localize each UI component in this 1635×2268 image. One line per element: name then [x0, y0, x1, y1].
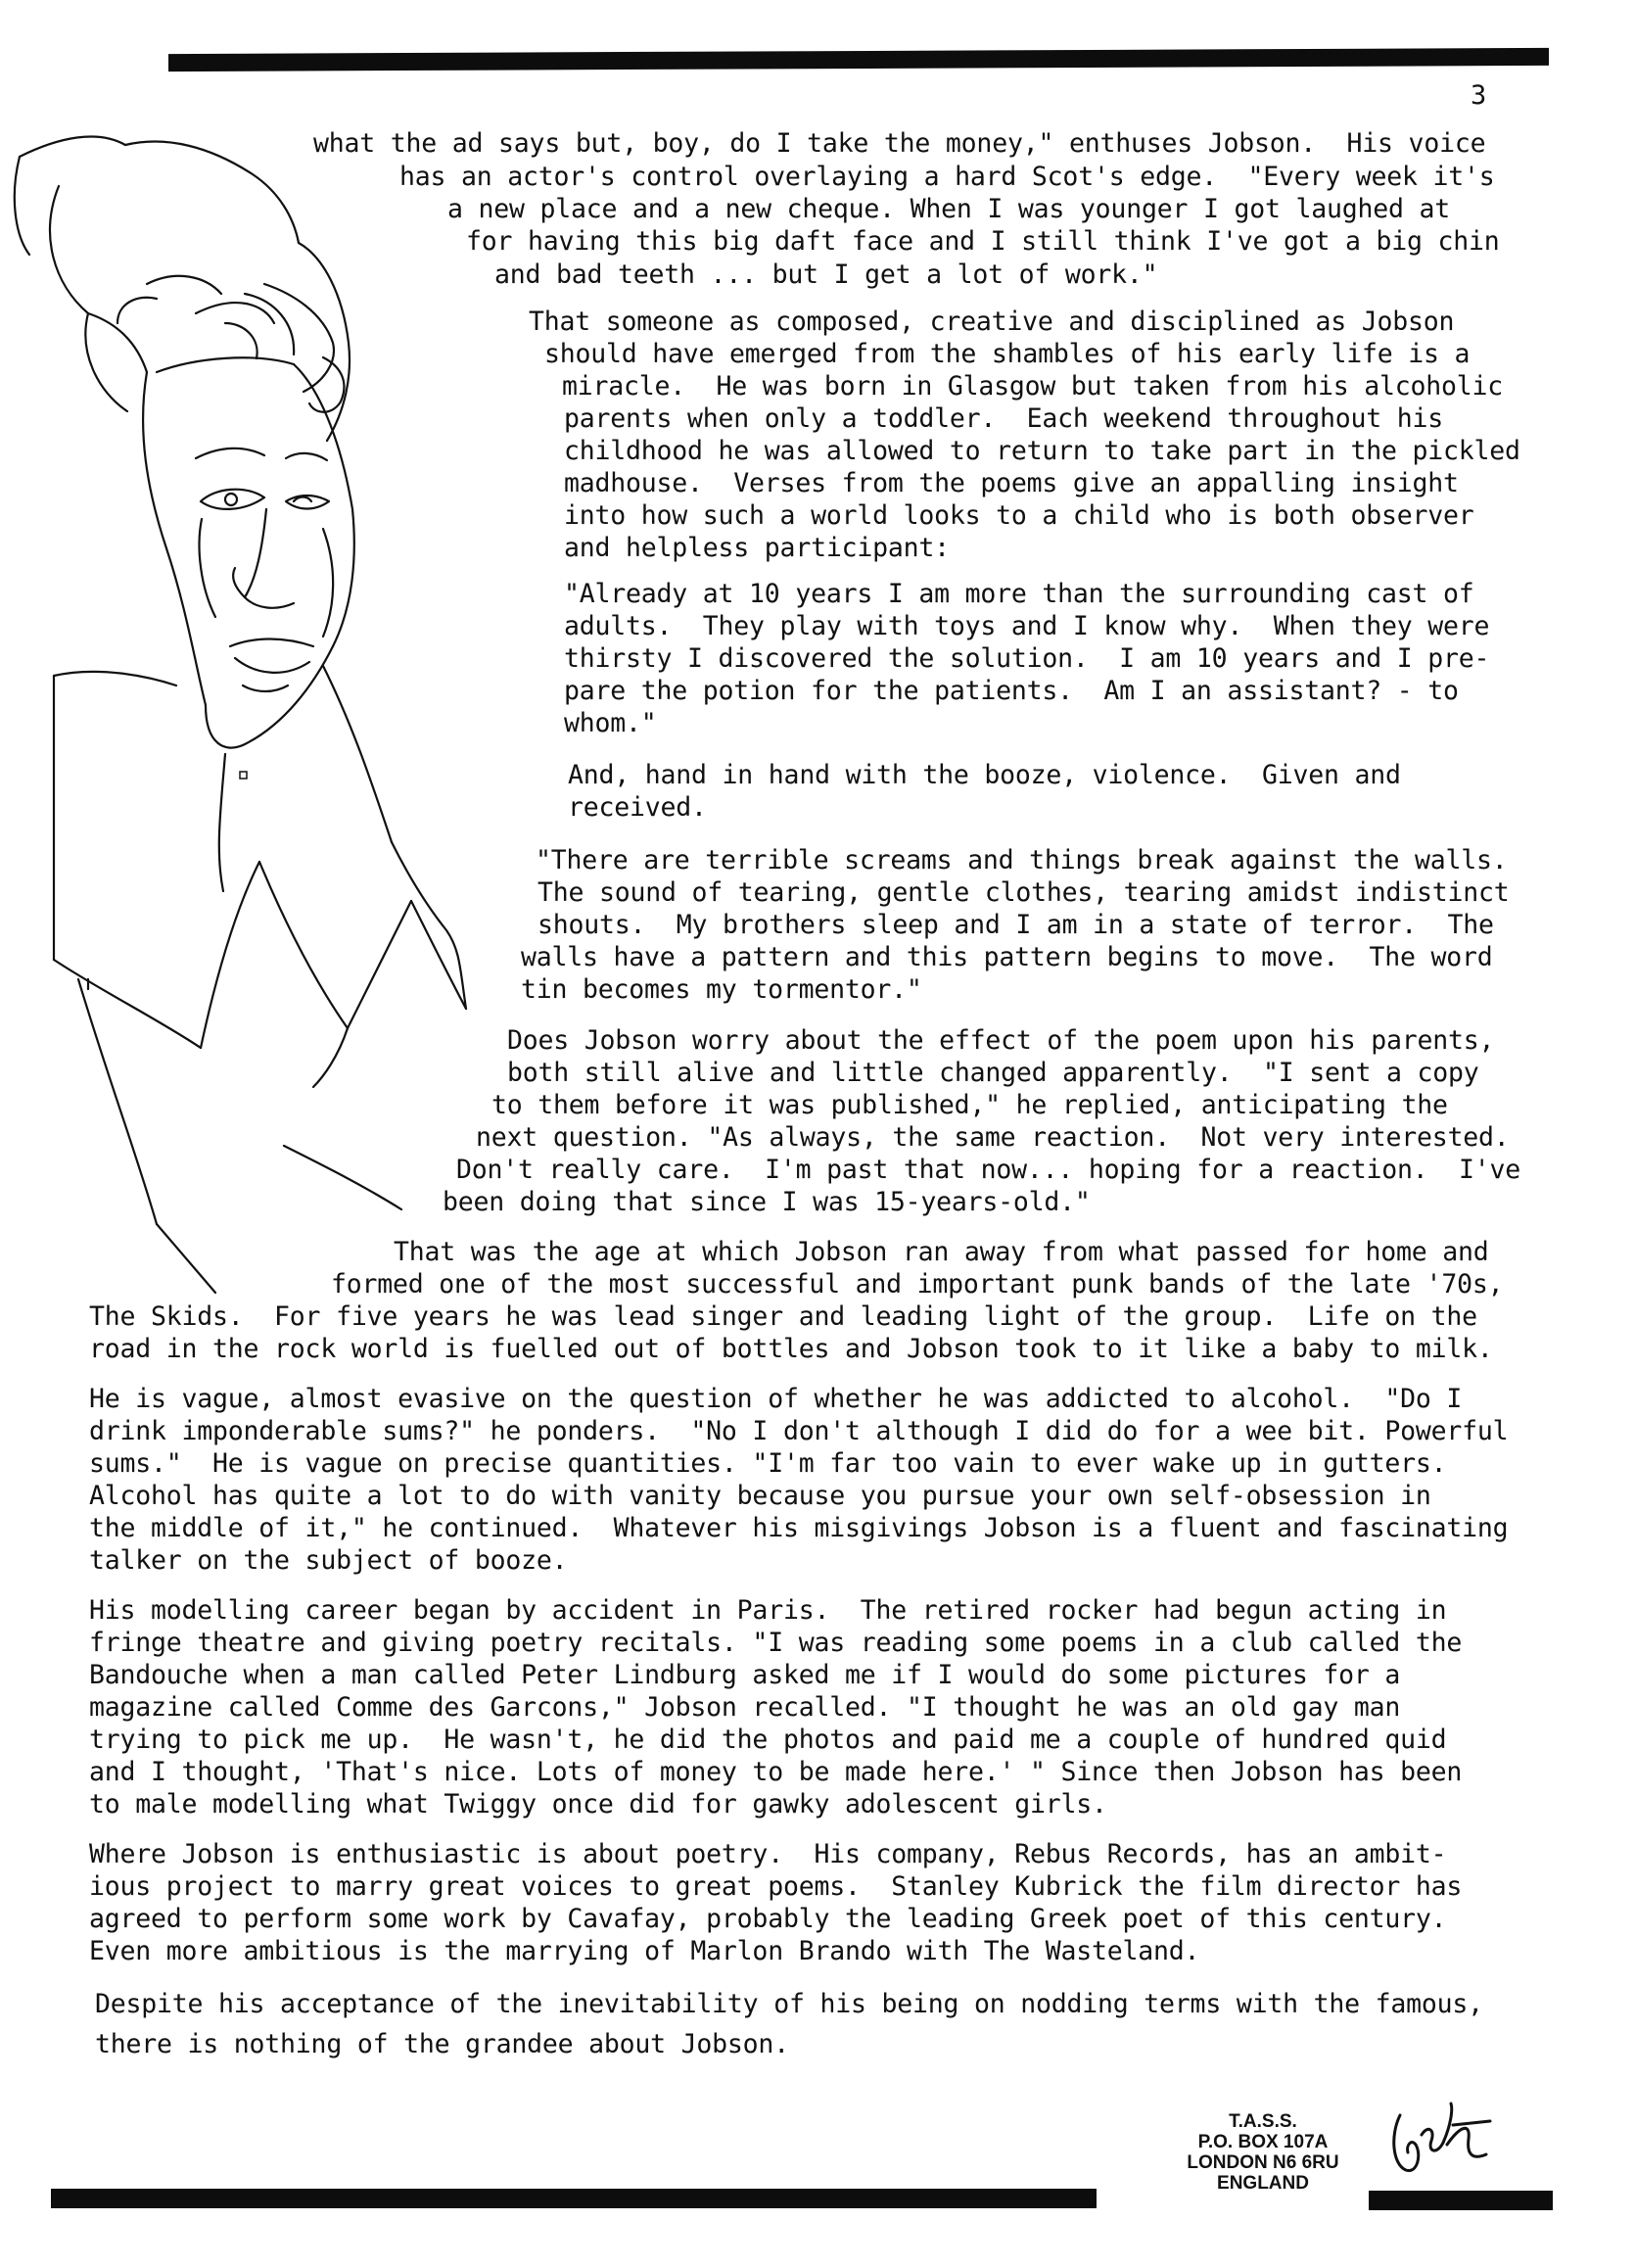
text-line: He is vague, almost evasive on the question of whether he was addicted to alcohol. "Do I [89, 1384, 1463, 1414]
bottom-bar-right [1369, 2191, 1553, 2210]
text-line: agreed to perform some work by Cavafay, probably the leading Greek poet of this century. [89, 1904, 1447, 1934]
text-line: been doing that since I was 15-years-old." [443, 1187, 1091, 1217]
text-line: and helpless participant: [564, 533, 950, 563]
text-line: The Skids. For five years he was lead singer and leading light of the group. Life on the [89, 1301, 1477, 1332]
text-line: next question. "As always, the same reaction. Not very interested. [476, 1122, 1510, 1153]
text-line: ious project to marry great voices to great poems. Stanley Kubrick the film director has [89, 1871, 1463, 1902]
text-line: received. [568, 792, 707, 823]
bottom-bar-left [51, 2189, 1097, 2208]
text-line: shouts. My brothers sleep and I am in a state of terror. The [537, 910, 1494, 940]
text-line: what the ad says but, boy, do I take the money," enthuses Jobson. His voice [313, 128, 1486, 159]
text-line: childhood he was allowed to return to take part in the pickled [564, 436, 1520, 466]
text-line: pare the potion for the patients. Am I an assistant? - to [564, 676, 1459, 706]
text-line: walls have a pattern and this pattern begins to move. The word [521, 942, 1493, 972]
text-line: Bandouche when a man called Peter Lindburg asked me if I would do some pictures for a [89, 1660, 1401, 1690]
text-line: "There are terrible screams and things break against the walls. [536, 845, 1508, 875]
address-country: ENGLAND [1217, 2173, 1309, 2194]
mailing-address [1145, 2111, 1380, 2194]
text-line: Where Jobson is enthusiastic is about poetry. His company, Rebus Records, has an ambit- [89, 1839, 1447, 1869]
text-line: thirsty I discovered the solution. I am 10 years and I pre- [564, 643, 1490, 674]
text-line: into how such a world looks to a child who is both observer [564, 500, 1474, 531]
text-line: both still alive and little changed apparently. "I sent a copy [507, 1058, 1479, 1088]
text-line: "Already at 10 years I am more than the surrounding cast of [564, 579, 1474, 609]
text-line: sums." He is vague on precise quantities. "I'm far too vain to ever wake up in gutters. [89, 1448, 1447, 1479]
text-line: miracle. He was born in Glasgow but taken from his alcoholic [562, 371, 1504, 402]
text-line: the middle of it," he continued. Whatever his misgivings Jobson is a fluent and fascinating [89, 1513, 1509, 1543]
page-number: 3 [1471, 80, 1487, 111]
text-line: The sound of tearing, gentle clothes, tearing amidst indistinct [537, 877, 1510, 908]
text-line: road in the rock world is fuelled out of bottles and Jobson took to it like a baby to milk. [89, 1334, 1493, 1364]
text-line: formed one of the most successful and important punk bands of the late '70s, [331, 1269, 1504, 1299]
text-line: whom." [564, 708, 657, 738]
text-line: That was the age at which Jobson ran away from what passed for home and [394, 1237, 1489, 1267]
text-line: has an actor's control overlaying a hard Scot's edge. "Every week it's [399, 162, 1495, 192]
text-line: and I thought, 'That's nice. Lots of money to be made here.' " Since then Jobson has been [89, 1757, 1463, 1787]
text-line: and bad teeth ... but I get a lot of work." [494, 260, 1158, 290]
text-line: Does Jobson worry about the effect of the poem upon his parents, [507, 1025, 1495, 1056]
text-line: Alcohol has quite a lot to do with vanity because you pursue your own self-obsession in [89, 1481, 1431, 1511]
text-line: there is nothing of the grandee about Jobson. [95, 2029, 789, 2059]
address-org: T.A.S.S. [1229, 2111, 1297, 2132]
text-line: And, hand in hand with the booze, violence. Given and [568, 760, 1401, 790]
text-line: adults. They play with toys and I know why. When they were [564, 611, 1490, 641]
text-line: for having this big daft face and I still think I've got a big chin [466, 226, 1500, 257]
text-line: fringe theatre and giving poetry recitals. "I was reading some poems in a club called the [89, 1628, 1463, 1658]
text-line: to male modelling what Twiggy once did for gawky adolescent girls. [89, 1789, 1107, 1819]
text-line: Even more ambitious is the marrying of Marlon Brando with The Wasteland. [89, 1936, 1200, 1966]
text-line: madhouse. Verses from the poems give an appalling insight [564, 468, 1459, 498]
text-line: Despite his acceptance of the inevitability of his being on nodding terms with the famous, [95, 1989, 1483, 2019]
address-city: LONDON N6 6RU [1187, 2152, 1339, 2173]
signature-icon [1382, 2096, 1500, 2194]
text-line: tin becomes my tormentor." [521, 974, 922, 1005]
text-line: talker on the subject of booze. [89, 1545, 568, 1576]
text-line: parents when only a toddler. Each weekend throughout his [564, 403, 1443, 434]
address-box: P.O. BOX 107A [1197, 2132, 1329, 2152]
text-line: to them before it was published," he replied, anticipating the [491, 1090, 1448, 1120]
text-line: His modelling career began by accident in Paris. The retired rocker had begun acting in [89, 1595, 1447, 1626]
text-line: drink imponderable sums?" he ponders. "No I don't although I did do for a wee bit. Powerful [89, 1416, 1509, 1446]
text-line: a new place and a new cheque. When I was younger I got laughed at [447, 194, 1451, 224]
text-line: should have emerged from the shambles of his early life is a [544, 339, 1471, 369]
text-line: That someone as composed, creative and disciplined as Jobson [529, 307, 1455, 337]
text-line: magazine called Comme des Garcons," Jobson recalled. "I thought he was an old gay man [89, 1692, 1401, 1723]
text-line: Don't really care. I'm past that now... hoping for a reaction. I've [456, 1155, 1521, 1185]
text-line: trying to pick me up. He wasn't, he did the photos and paid me a couple of hundred quid [89, 1725, 1447, 1755]
